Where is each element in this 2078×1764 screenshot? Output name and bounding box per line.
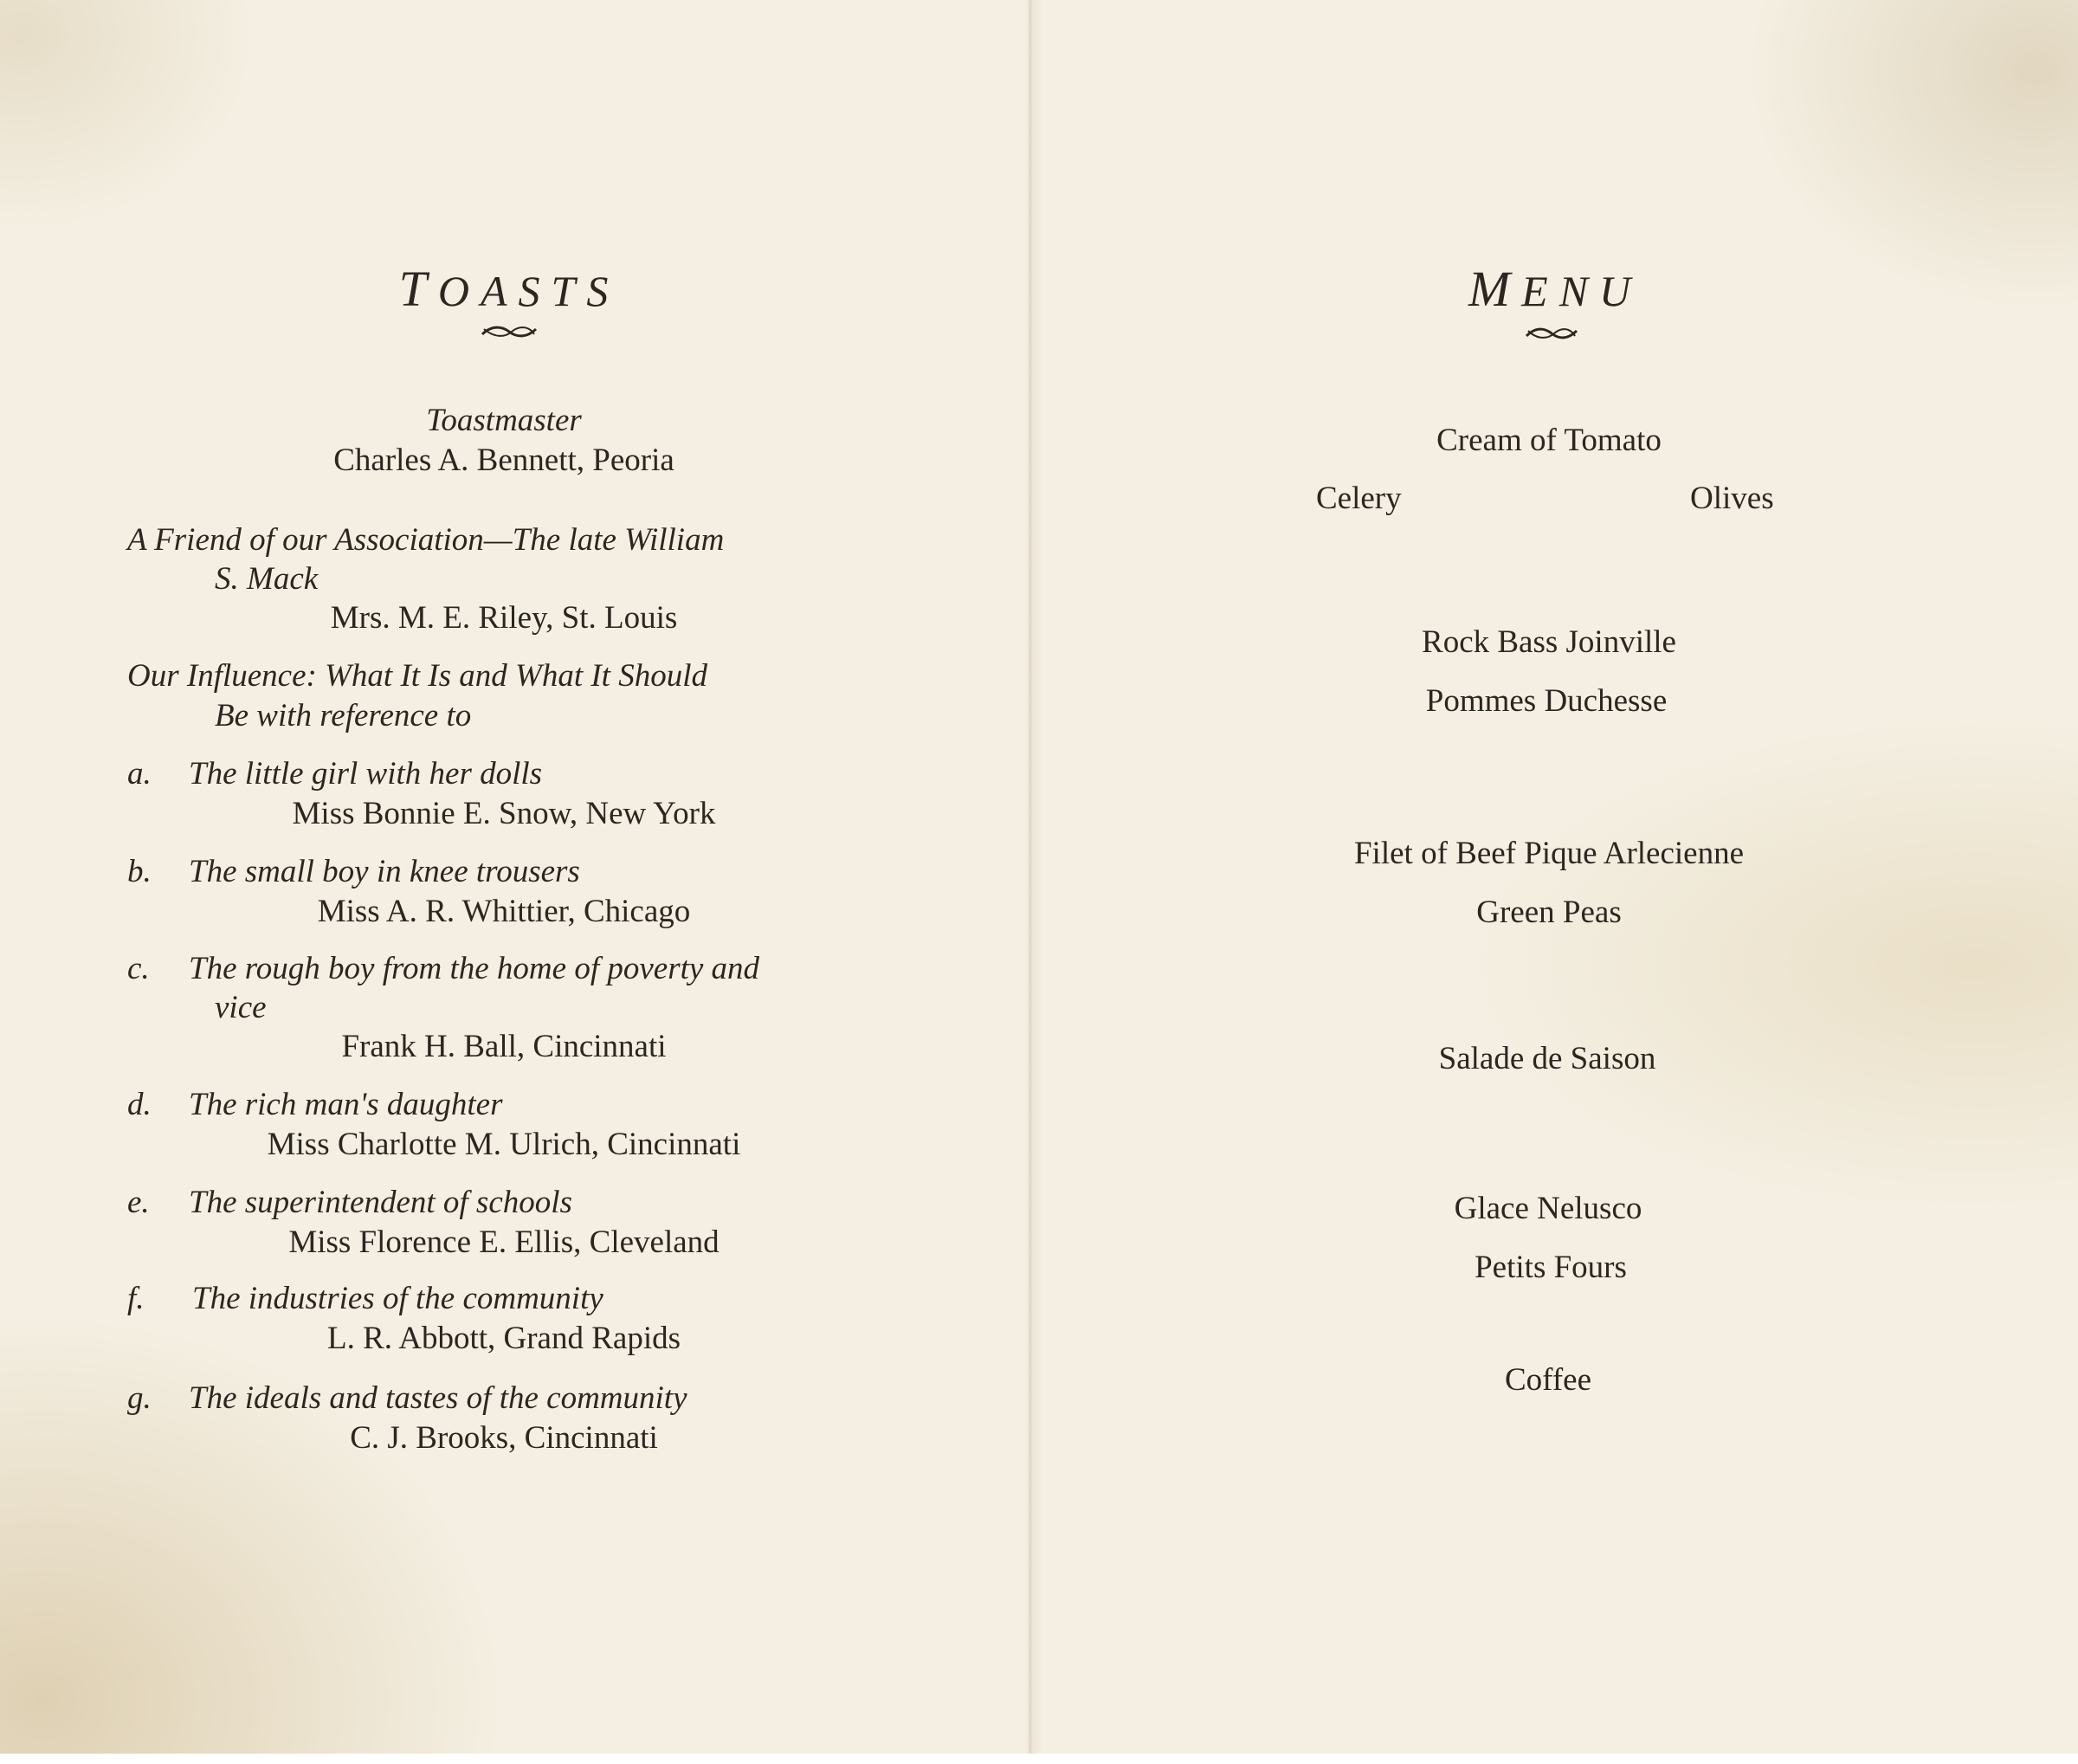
toast-speaker: Miss Charlotte M. Ulrich, Cincinnati [267, 1127, 741, 1162]
toast-title: The little girl with her dolls [189, 756, 543, 792]
toast-speaker: L. R. Abbott, Grand Rapids [326, 1321, 681, 1356]
toast-letter: c. [127, 951, 150, 986]
toast-speaker: Frank H. Ball, Cincinnati [341, 1029, 667, 1064]
toast-speaker: C. J. Brooks, Cincinnati [350, 1420, 658, 1456]
scroll-flourish-icon [479, 322, 539, 341]
menu-dessert-side: Petits Fours [1475, 1250, 1627, 1285]
menu-heading [1468, 260, 1642, 318]
menu-heading-text: MENU [1468, 261, 1642, 317]
menu-relish-left: Celery [1316, 481, 1402, 516]
menu-entree: Filet of Beef Pique Arlecienne [1353, 836, 1745, 871]
menu-panel [1032, 0, 2078, 1754]
toast-title-continued: S. Mack [215, 561, 319, 597]
scroll-flourish-icon [1523, 324, 1580, 343]
toast-speaker: Miss Florence E. Ellis, Cleveland [288, 1224, 720, 1260]
menu-relish-right: Olives [1690, 481, 1774, 516]
toast-title: The superintendent of schools [189, 1185, 572, 1220]
toasts-panel [0, 0, 1029, 1754]
toast-speaker: Miss Bonnie E. Snow, New York [292, 796, 716, 831]
toast-letter: d. [127, 1087, 152, 1122]
toast-title-continued: Be with reference to [215, 698, 472, 733]
toast-title: The small boy in knee trousers [189, 854, 580, 889]
toasts-heading [399, 260, 620, 318]
toast-letter: f. [127, 1281, 145, 1316]
menu-entree-side: Green Peas [1476, 895, 1622, 930]
menu-salad: Salade de Saison [1438, 1041, 1656, 1076]
toast-title: The rich man's daughter [189, 1087, 503, 1122]
menu-dessert: Glace Nelusco [1454, 1191, 1642, 1226]
menu-soup: Cream of Tomato [1436, 423, 1662, 458]
toast-letter: g. [127, 1380, 152, 1416]
toastmaster-label: Toastmaster [426, 403, 582, 438]
menu-fish-side: Pommes Duchesse [1425, 683, 1668, 719]
toast-speaker: Mrs. M. E. Riley, St. Louis [330, 600, 678, 636]
toast-title: The ideals and tastes of the community [189, 1380, 687, 1416]
toasts-heading-text: TOASTS [398, 261, 620, 317]
toast-letter: e. [127, 1185, 150, 1220]
toast-speaker: Miss A. R. Whittier, Chicago [317, 894, 691, 929]
toast-title: The rough boy from the home of poverty and [189, 951, 760, 986]
toastmaster-name: Charles A. Bennett, Peoria [333, 443, 674, 478]
toast-letter: a. [127, 756, 152, 792]
toast-title: The industries of the community [192, 1281, 603, 1316]
menu-beverage: Coffee [1505, 1362, 1591, 1398]
toast-title-continued: vice [215, 990, 267, 1025]
toast-title: Our Influence: What It Is and What It Should [127, 658, 707, 694]
toast-title: A Friend of our Association—The late William [127, 522, 725, 558]
menu-fish: Rock Bass Joinville [1422, 624, 1676, 660]
toast-letter: b. [127, 854, 152, 889]
